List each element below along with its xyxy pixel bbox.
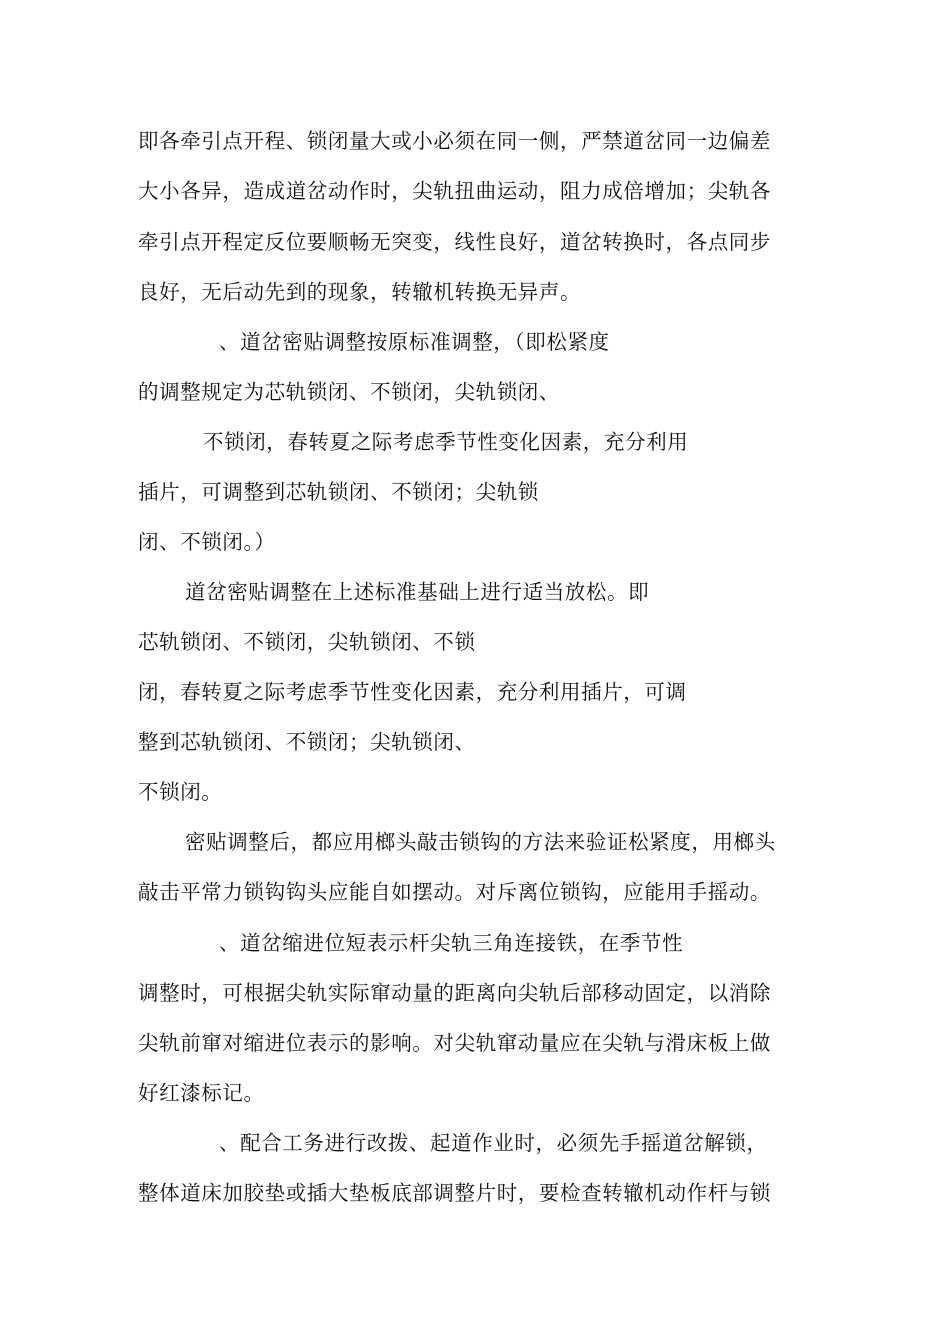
text-line-20: 好红漆标记。: [138, 1081, 265, 1105]
text-line-19: 尖轨前窜对缩进位表示的影响。对尖轨窜动量应在尖轨与滑床板上做: [138, 1031, 771, 1055]
text-line-3: 牵引点开程定反位要顺畅无突变，线性良好，道岔转换时，各点同步: [138, 230, 771, 254]
text-line-21: 、配合工务进行改拨、起道作业时，必须先手摇道岔解锁，: [219, 1131, 768, 1155]
text-line-4: 良好，无后动先到的现象，转辙机转换无异声。: [138, 280, 582, 304]
text-line-22: 整体道床加胶垫或插大垫板底部调整片时，要检查转辙机动作杆与锁: [138, 1181, 771, 1205]
text-line-9: 闭、不锁闭。）: [138, 530, 276, 554]
text-line-5: 、道岔密贴调整按原标准调整，（即松紧度: [219, 330, 610, 354]
text-line-6: 的调整规定为芯轨锁闭、不锁闭，尖轨锁闭、: [138, 380, 560, 404]
text-line-1: 即各牵引点开程、锁闭量大或小必须在同一侧，严禁道岔同一边偏差: [138, 129, 771, 153]
text-line-8: 插片，可调整到芯轨锁闭、不锁闭；尖轨锁: [138, 480, 539, 504]
text-line-13: 整到芯轨锁闭、不锁闭；尖轨锁闭、: [138, 730, 476, 754]
text-line-2: 大小各异，造成道岔动作时，尖轨扭曲运动，阻力成倍增加；尖轨各: [138, 179, 771, 203]
text-line-11: 芯轨锁闭、不锁闭，尖轨锁闭、不锁: [138, 630, 476, 654]
text-line-16: 敲击平常力锁钩钩头应能自如摆动。对斥离位锁钩，应能用手摇动。: [138, 880, 771, 904]
text-line-12: 闭，春转夏之际考虑季节性变化因素，充分利用插片，可调: [138, 680, 687, 704]
text-line-14: 不锁闭。: [138, 780, 223, 804]
text-line-7: 不锁闭，春转夏之际考虑季节性变化因素，充分利用: [203, 430, 689, 454]
text-line-15: 密贴调整后，都应用榔头敲击锁钩的方法来验证松紧度，用榔头: [185, 830, 776, 854]
text-line-17: 、道岔缩进位短表示杆尖轨三角连接铁，在季节性: [219, 931, 684, 955]
text-line-18: 调整时，可根据尖轨实际窜动量的距离向尖轨后部移动固定，以消除: [138, 981, 771, 1005]
text-line-10: 道岔密贴调整在上述标准基础上进行适当放松。即: [185, 580, 650, 604]
